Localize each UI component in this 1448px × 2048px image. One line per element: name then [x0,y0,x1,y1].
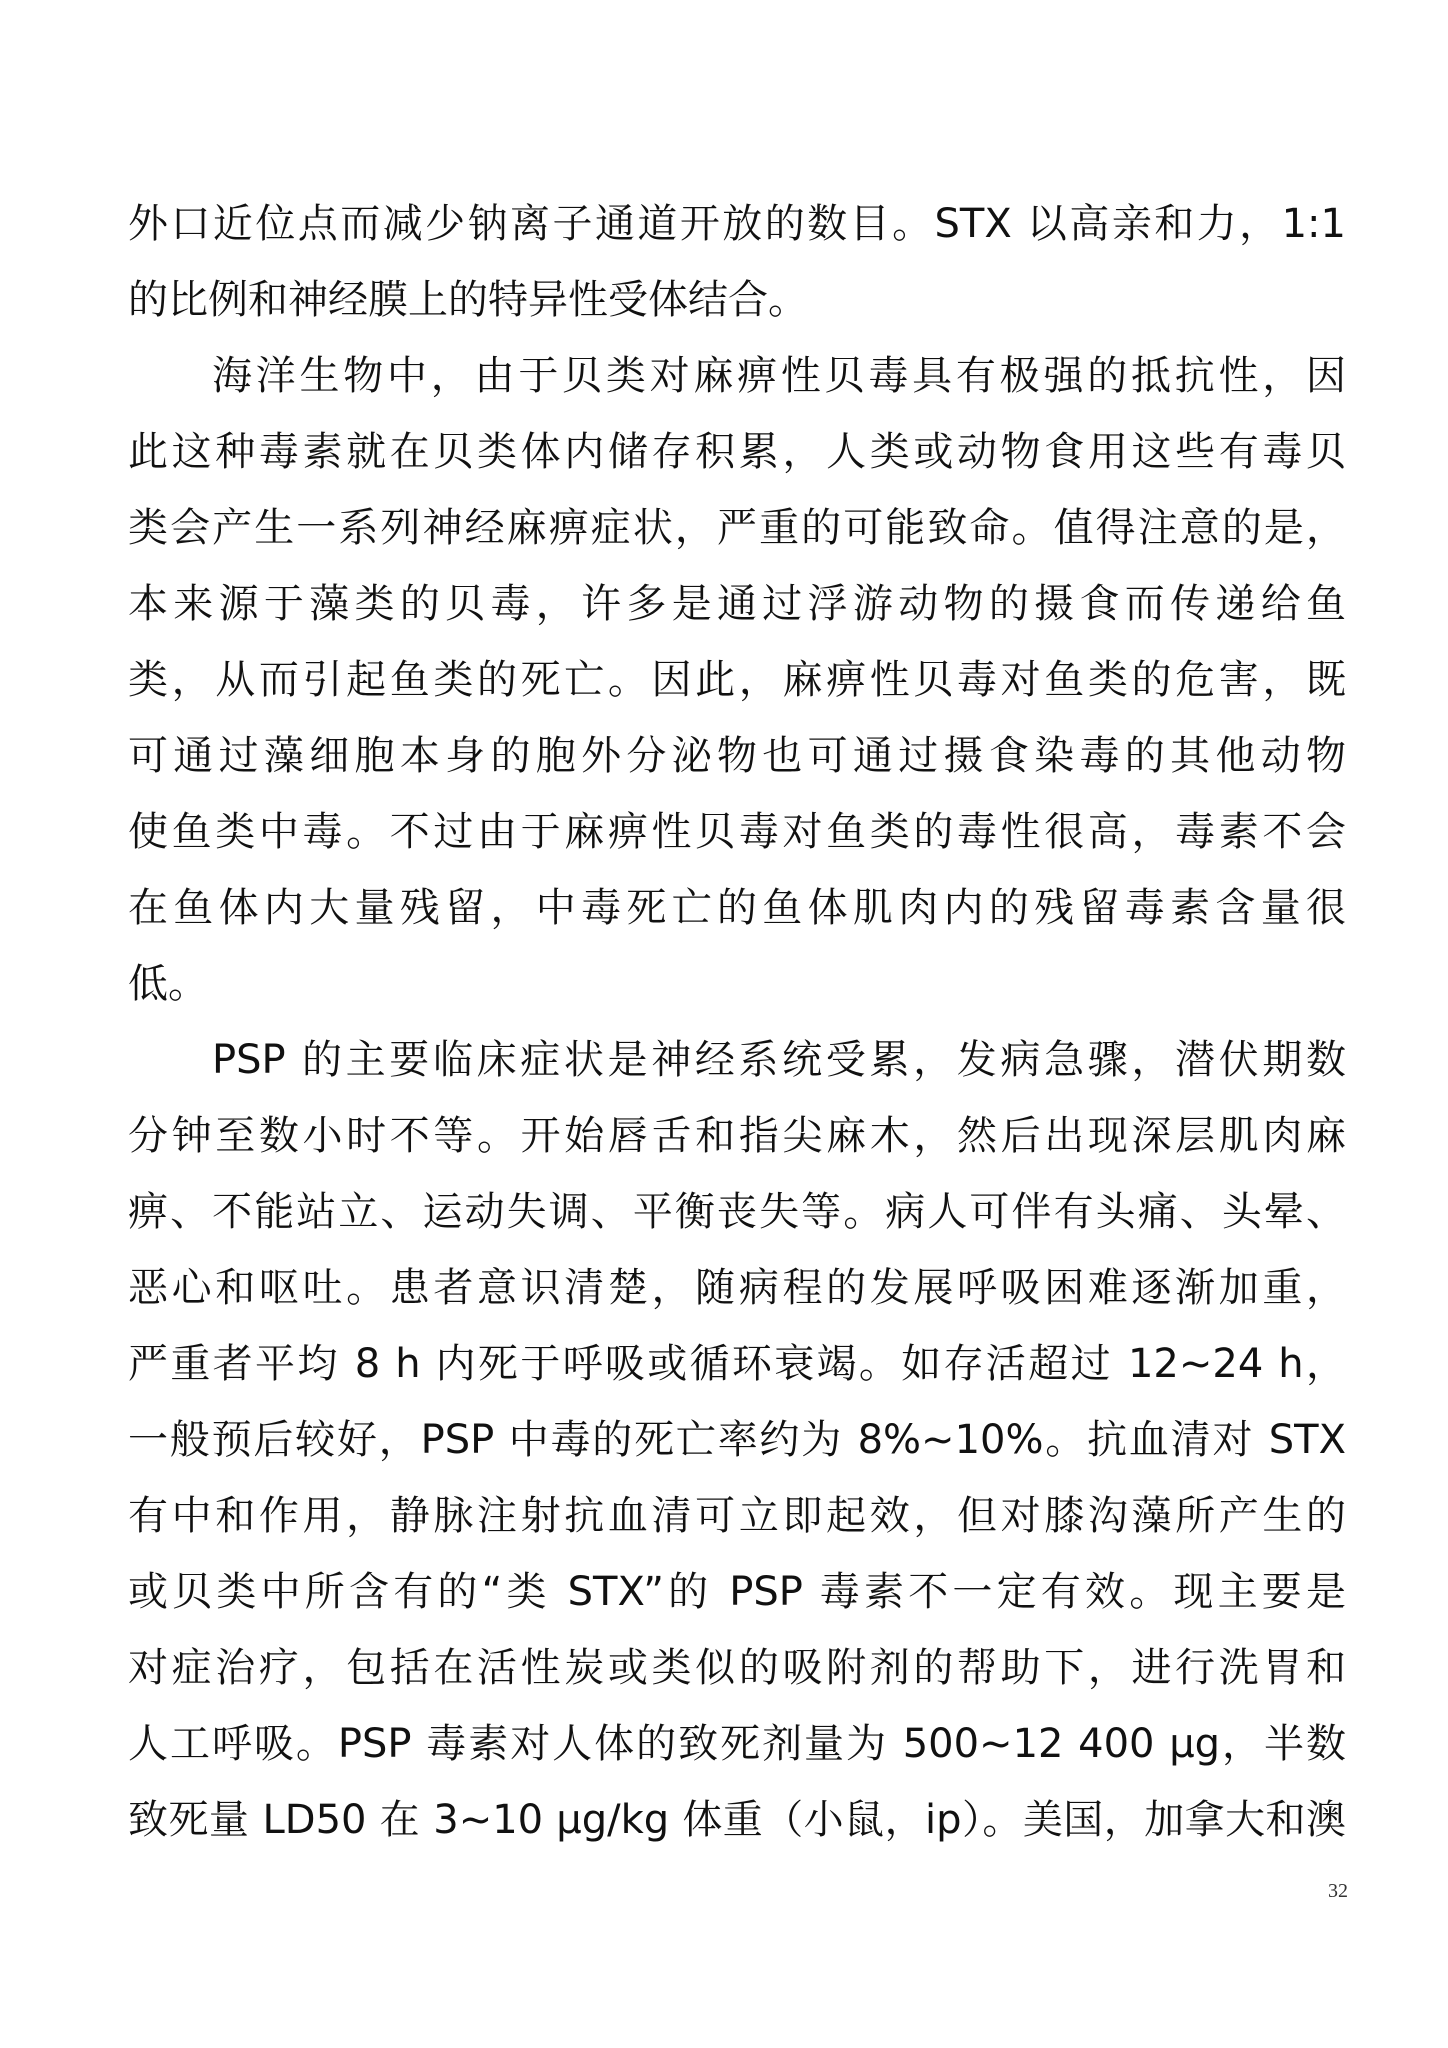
body-text [128,186,1346,1858]
text-line: 分钟至数小时不等。开始唇舌和指尖麻木，然后出现深层肌肉麻 [128,1113,1346,1159]
text-line: 此这种毒素就在贝类体内储存积累，人类或动物食用这些有毒贝 [128,429,1346,475]
text-line: 本来源于藻类的贝毒，许多是通过浮游动物的摄食而传递给鱼 [128,581,1346,627]
text-line: 外口近位点而减少钠离子通道开放的数目。STX 以高亲和力，1:1 [128,201,1346,247]
page-number: 32 [1328,1880,1348,1902]
text-line: 恶心和呕吐。患者意识清楚，随病程的发展呼吸困难逐渐加重， [128,1265,1346,1311]
text-line: 的比例和神经膜上的特异性受体结合。 [128,277,808,323]
text-line: PSP 的主要临床症状是神经系统受累，发病急骤，潜伏期数 [212,1037,1346,1083]
text-line: 痹、不能站立、运动失调、平衡丧失等。病人可伴有头痛、头晕、 [128,1189,1346,1235]
text-line: 在鱼体内大量残留，中毒死亡的鱼体肌肉内的残留毒素含量很 [128,885,1346,931]
text-line: 可通过藻细胞本身的胞外分泌物也可通过摄食染毒的其他动物 [128,733,1346,779]
text-line: 人工呼吸。PSP 毒素对人体的致死剂量为 500~12 400 μg，半数 [128,1721,1346,1767]
text-line: 一般预后较好，PSP 中毒的死亡率约为 8%~10%。抗血清对 STX [128,1417,1346,1463]
text-line: 使鱼类中毒。不过由于麻痹性贝毒对鱼类的毒性很高，毒素不会 [128,809,1346,855]
text-line: 海洋生物中，由于贝类对麻痹性贝毒具有极强的抵抗性，因 [212,353,1346,399]
text-line: 对症治疗，包括在活性炭或类似的吸附剂的帮助下，进行洗胃和 [128,1645,1346,1691]
text-line: 致死量 LD50 在 3~10 μg/kg 体重（小鼠，ip）。美国，加拿大和澳 [128,1797,1346,1843]
text-line: 有中和作用，静脉注射抗血清可立即起效，但对膝沟藻所产生的 [128,1493,1346,1539]
text-line: 低。 [128,961,208,1007]
text-line: 类会产生一系列神经麻痹症状，严重的可能致命。值得注意的是， [128,505,1346,551]
text-line: 严重者平均 8 h 内死于呼吸或循环衰竭。如存活超过 12~24 h， [128,1341,1346,1387]
text-line: 或贝类中所含有的“类 STX”的 PSP 毒素不一定有效。现主要是 [128,1569,1346,1615]
text-line: 类，从而引起鱼类的死亡。因此，麻痹性贝毒对鱼类的危害，既 [128,657,1346,703]
